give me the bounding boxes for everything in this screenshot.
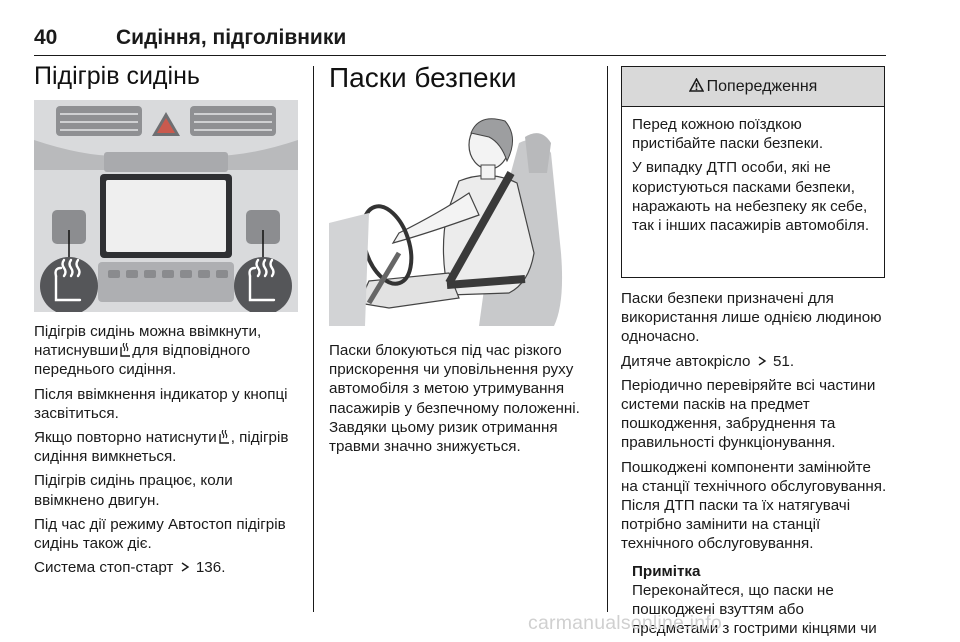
paragraph: Періодично перевіряйте всі частини системи пасків на предмет пошкодження, забруднення та правильності функціонування. <box>621 376 876 452</box>
paragraph: У випадку ДТП особи, які не користуються пасками безпеки, наражають на небезпеку як себе, так і інших пасажирів автомобіля. <box>632 159 870 235</box>
warning-title: Попередження <box>706 78 818 95</box>
watermark: carmanualsonline.info <box>528 612 722 634</box>
chapter-title: Сидіння, підголівники <box>116 26 347 49</box>
paragraph: Дитяче автокрісло 51. <box>621 352 795 370</box>
column-divider-1 <box>313 66 314 612</box>
note-text: Переконайтеся, що паски не пошкоджені взуттям або предметами з гострими кінцями чи <box>632 581 877 638</box>
warning-icon <box>689 78 704 92</box>
warning-body <box>622 107 884 235</box>
column-divider-2 <box>607 66 608 612</box>
paragraph: Пошкоджені компоненти замінюйте на станції технічного обслуговування. Після ДТП паски та їх натягувачі потрібно замінити на станції технічного обслуговування. <box>621 458 887 553</box>
paragraph: Паски блокуються під час різкого прискорення чи уповільнення руху автомобіля з метою утримування пасажирів у безпечному положенні. Завдяки цьому ризик отримання травми значно знижується. <box>329 342 580 456</box>
section-title-seat-belts: Паски безпеки <box>329 62 517 93</box>
seat-belt-figure <box>329 103 594 326</box>
paragraph: Підігрів сидінь працює, коли ввімкнено двигун. <box>34 472 233 509</box>
paragraph: Система стоп-старт 136. <box>34 559 226 577</box>
reference-arrow-icon <box>180 562 190 572</box>
section-title-seat-heating: Підігрів сидінь <box>34 62 200 90</box>
paragraph: Підігрів сидінь можна ввімкнути, натиснувши для відповідного переднього сидіння. <box>34 323 262 379</box>
seat-heating-icon <box>119 343 131 357</box>
warning-header <box>622 67 884 107</box>
paragraph: Якщо повторно натиснути , підігрів сидіння вимкнеться. <box>34 429 289 466</box>
seat-belts-text-continued <box>621 289 889 638</box>
seat-heating-text <box>34 322 299 582</box>
reference-arrow-icon <box>757 356 767 366</box>
page-reference[interactable]: 51. <box>772 352 795 370</box>
page-number: 40 <box>34 26 58 49</box>
page-header <box>34 22 886 56</box>
page-reference[interactable]: 136. <box>195 559 226 577</box>
seat-heating-icon <box>218 430 230 444</box>
paragraph: Перед кожною поїздкою пристібайте паски безпеки. <box>632 116 824 153</box>
paragraph: Паски безпеки призначені для використання лише однією людиною одночасно. <box>621 290 882 346</box>
warning-box <box>621 66 885 278</box>
paragraph: Під час дії режиму Автостоп підігрів сидінь також діє. <box>34 515 286 553</box>
seat-belts-text <box>329 341 595 461</box>
paragraph: Після ввімкнення індикатор у кнопці засвітиться. <box>34 385 288 422</box>
note-title: Примітка <box>632 562 701 580</box>
seat-heating-figure <box>34 100 298 312</box>
